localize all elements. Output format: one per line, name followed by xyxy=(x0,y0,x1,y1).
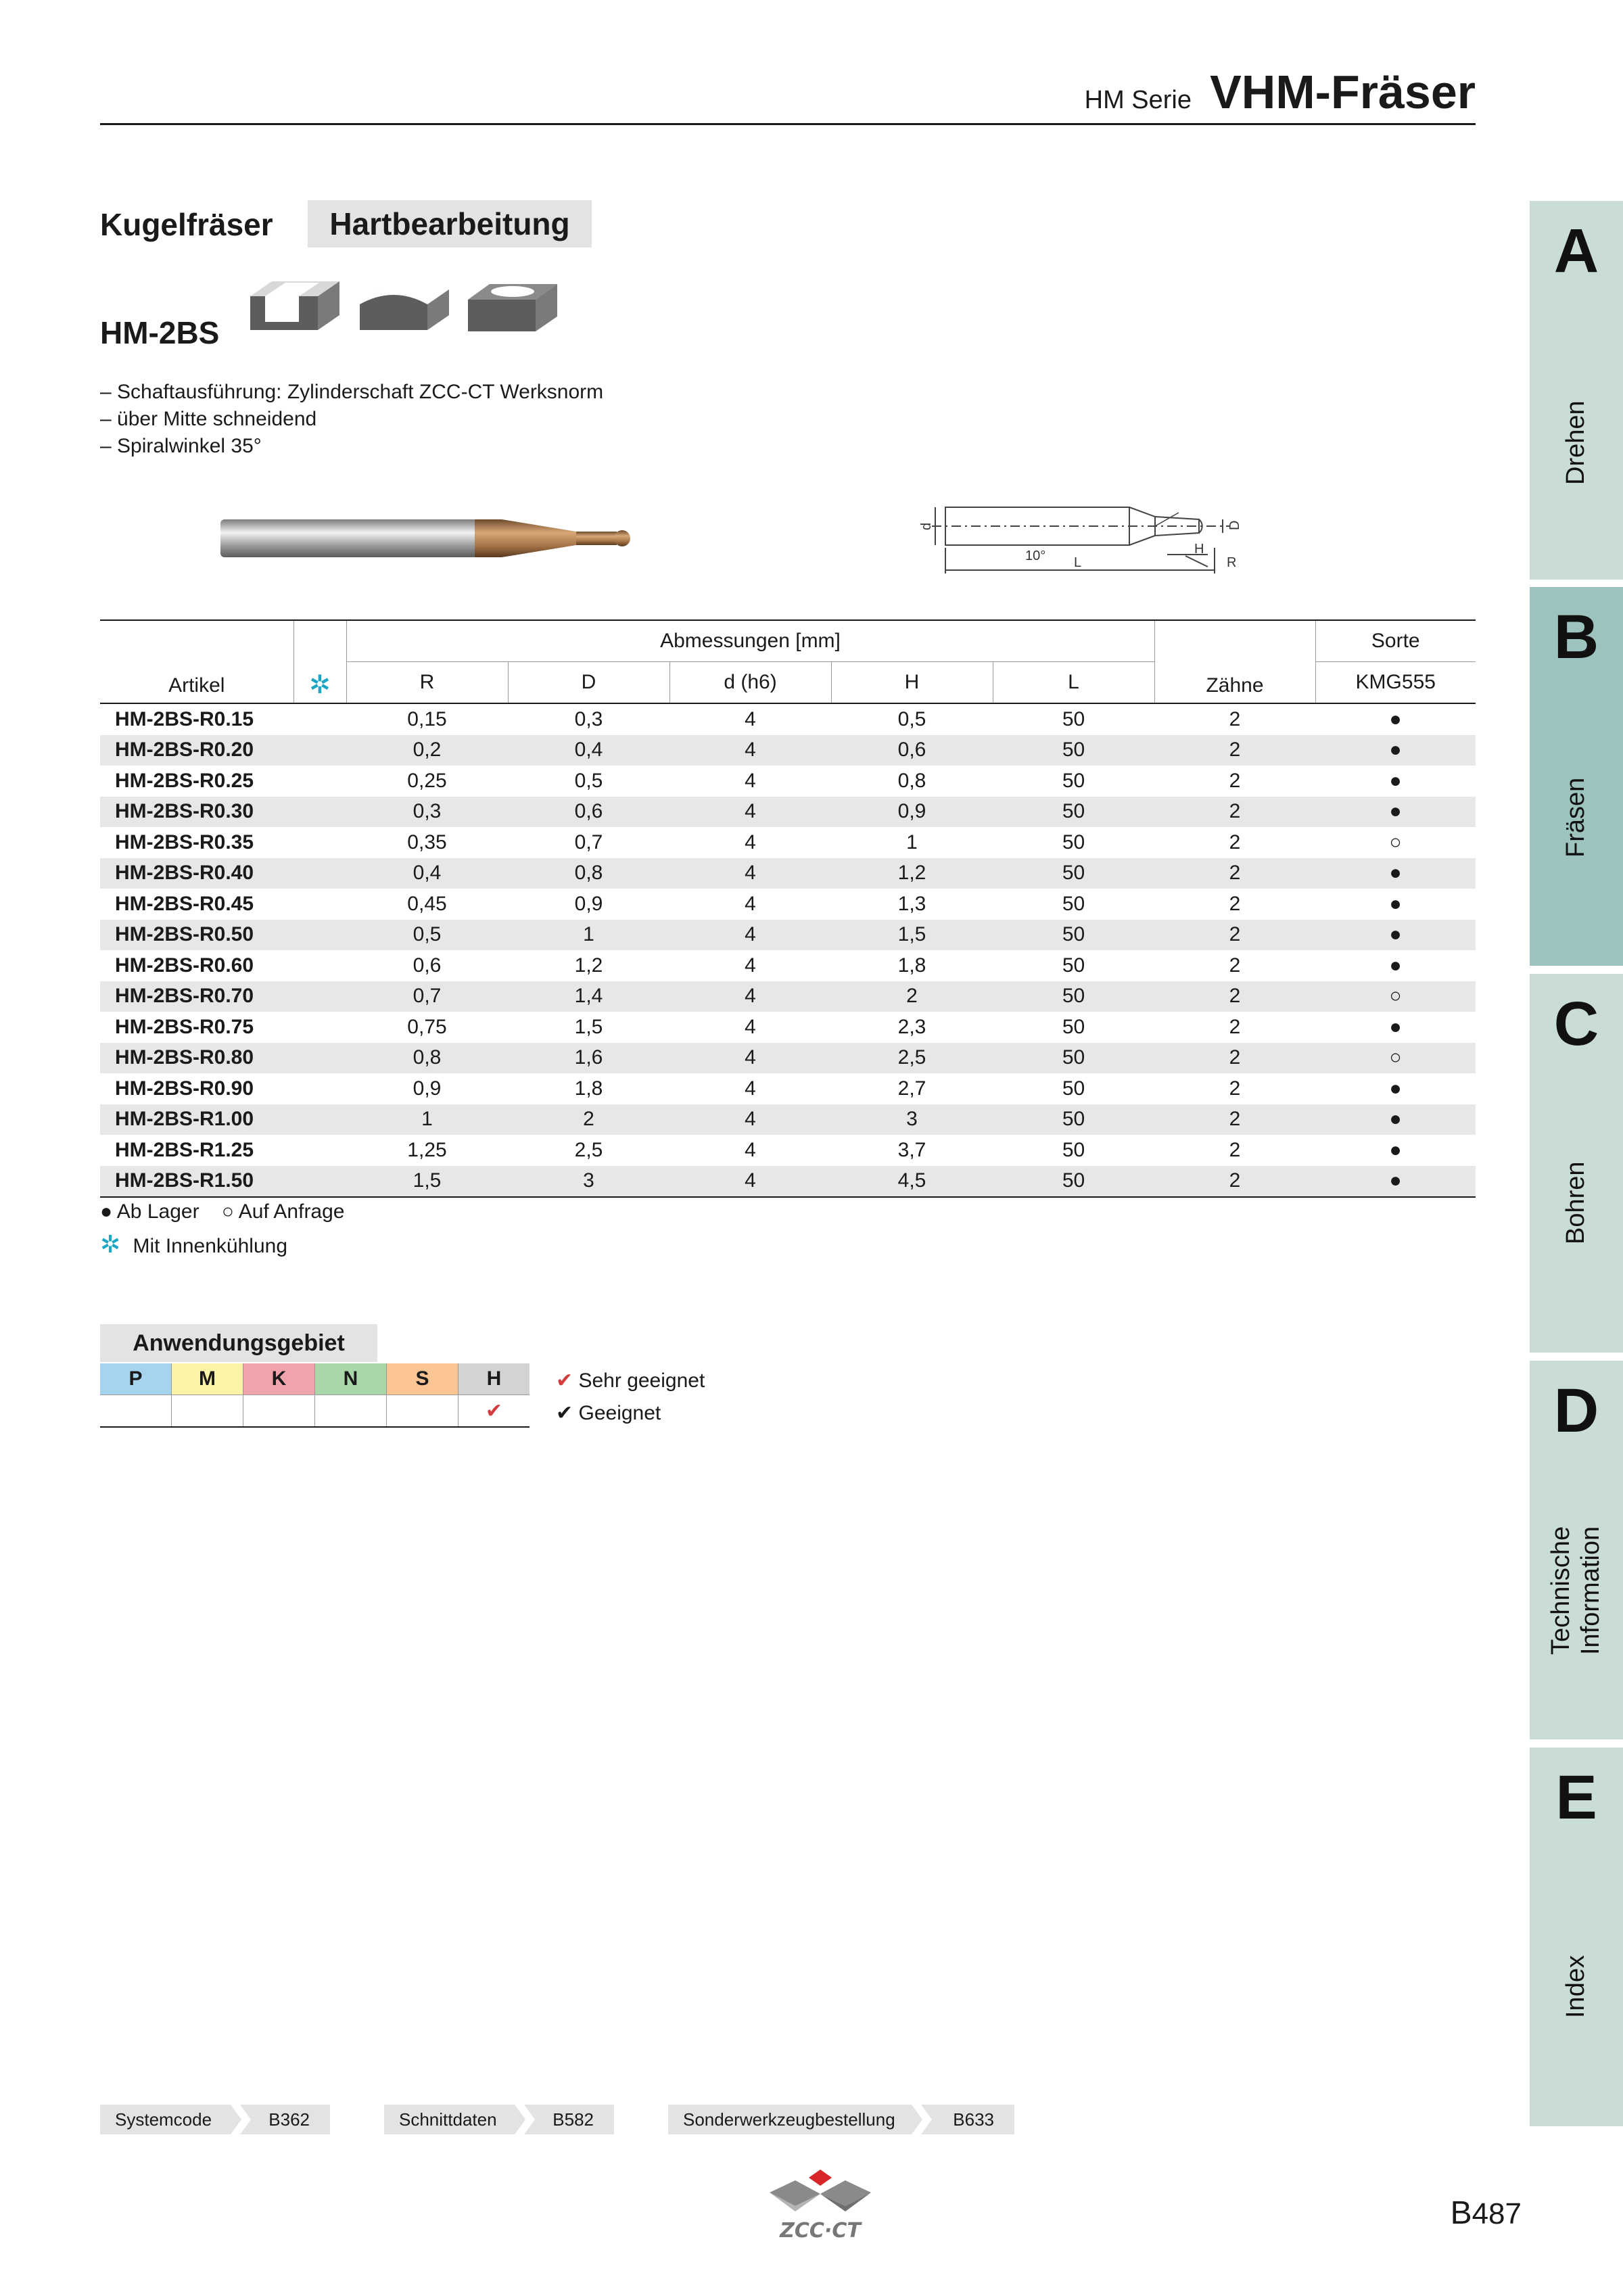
cell-zaehne: 2 xyxy=(1229,1015,1241,1038)
cell-l: 50 xyxy=(1062,707,1085,730)
cell-zaehne: 2 xyxy=(1229,892,1241,915)
tab-drehen[interactable] xyxy=(1530,201,1623,580)
cell-d-h6: 4 xyxy=(669,1104,831,1135)
cell-availability: ○ xyxy=(1315,1043,1476,1074)
cell-d-big: 2,5 xyxy=(574,1138,603,1161)
cell-l: 50 xyxy=(1062,892,1085,915)
feature-list xyxy=(100,379,603,460)
cell-h: 1,3 xyxy=(897,892,926,915)
col-header-h: H xyxy=(831,662,993,704)
cell-l: 50 xyxy=(1062,1077,1085,1100)
tab-label: Drehen xyxy=(1561,400,1590,485)
material-n: N xyxy=(315,1363,387,1395)
drawing-d-label: d xyxy=(919,522,934,530)
ref-page: B362 xyxy=(268,2109,310,2130)
cell-zaehne: 2 xyxy=(1154,735,1315,766)
cell-zaehne: 2 xyxy=(1154,920,1315,951)
tab-label: Bohren xyxy=(1561,1161,1590,1244)
cell-r: 0,9 xyxy=(413,1077,442,1100)
cell-r: 0,75 xyxy=(407,1015,447,1038)
cell-d-h6: 4 xyxy=(745,1077,756,1100)
cell-d-h6: 4 xyxy=(745,1138,756,1161)
cell-h: 3 xyxy=(831,1104,993,1135)
cell-l: 50 xyxy=(1062,1138,1085,1161)
table-row xyxy=(100,1012,1476,1043)
cell-d-h6: 4 xyxy=(669,1043,831,1074)
ref-label: Sonderwerkzeugbestellung xyxy=(683,2109,895,2130)
cell-coolant xyxy=(293,1012,346,1043)
cell-r: 1,25 xyxy=(407,1138,447,1161)
cell-l: 50 xyxy=(993,920,1154,951)
tab-technische-information[interactable] xyxy=(1530,1361,1623,1739)
table-legend xyxy=(100,1196,345,1263)
table-row xyxy=(100,920,1476,951)
tab-letter: A xyxy=(1553,216,1599,285)
cell-coolant xyxy=(293,1104,346,1135)
cell-d-big: 0,8 xyxy=(508,858,669,889)
page-num: 487 xyxy=(1472,2197,1522,2230)
cell-zaehne: 2 xyxy=(1154,981,1315,1012)
cell-artikel: HM-2BS-R0.30 xyxy=(100,797,293,828)
cell-zaehne: 2 xyxy=(1154,858,1315,889)
cell-h: 2,3 xyxy=(897,1015,926,1038)
cell-coolant xyxy=(293,1166,346,1198)
cell-artikel: HM-2BS-R1.00 xyxy=(100,1104,293,1135)
cell-zaehne: 2 xyxy=(1229,830,1241,853)
cell-r: 0,2 xyxy=(346,735,508,766)
cell-coolant xyxy=(293,797,346,828)
cell-zaehne: 2 xyxy=(1229,954,1241,977)
cell-h: 3,7 xyxy=(897,1138,926,1161)
cell-d-big: 0,7 xyxy=(574,830,603,853)
tab-bohren[interactable] xyxy=(1530,974,1623,1353)
cell-h: 1 xyxy=(906,830,918,853)
cell-r: 0,15 xyxy=(407,707,447,730)
drawing-D-label: D xyxy=(1227,520,1242,530)
cell-d-h6: 4 xyxy=(745,830,756,853)
cell-h: 2 xyxy=(831,981,993,1012)
col-header-l: L xyxy=(993,662,1154,704)
article-table xyxy=(100,619,1476,1198)
cell-availability: ● xyxy=(1389,892,1402,915)
material-p: P xyxy=(100,1363,172,1395)
material-s: S xyxy=(387,1363,458,1395)
tab-label: Index xyxy=(1561,1955,1590,2018)
cell-h: 0,9 xyxy=(831,797,993,828)
cell-r: 0,35 xyxy=(407,830,447,853)
coolant-icon: ✲ xyxy=(100,1230,121,1258)
cell-coolant xyxy=(293,1073,346,1104)
cell-l: 50 xyxy=(1062,1015,1085,1038)
cell-zaehne: 2 xyxy=(1154,1104,1315,1135)
cell-r: 0,4 xyxy=(346,858,508,889)
cell-artikel: HM-2BS-R0.80 xyxy=(100,1043,293,1074)
cell-artikel: HM-2BS-R1.25 xyxy=(115,1138,254,1161)
tab-letter: C xyxy=(1553,989,1599,1058)
table-row xyxy=(100,1135,1476,1166)
table-row xyxy=(100,1043,1476,1074)
drawing-H-label: H xyxy=(1194,542,1204,557)
cell-h: 2,7 xyxy=(897,1077,926,1100)
cell-d-big: 1,2 xyxy=(574,954,603,977)
cell-coolant xyxy=(293,827,346,858)
cell-artikel: HM-2BS-R0.50 xyxy=(100,920,293,951)
cell-artikel: HM-2BS-R0.20 xyxy=(100,735,293,766)
material-m-mark xyxy=(172,1395,243,1428)
cell-availability: ● xyxy=(1315,735,1476,766)
cell-l: 50 xyxy=(993,797,1154,828)
cell-l: 50 xyxy=(1062,954,1085,977)
legend-request: ○ Auf Anfrage xyxy=(221,1200,345,1223)
tab-letter: E xyxy=(1555,1763,1597,1832)
cell-d-big: 0,4 xyxy=(508,735,669,766)
cell-artikel: HM-2BS-R0.90 xyxy=(115,1077,254,1100)
ref-schnittdaten[interactable] xyxy=(384,2105,614,2134)
ref-label: Systemcode xyxy=(115,2109,212,2130)
table-row xyxy=(100,981,1476,1012)
table-row xyxy=(100,703,1476,735)
legend-suitable: Geeignet xyxy=(578,1402,661,1424)
drawing-R-label: R xyxy=(1227,555,1237,570)
chevron-right-icon xyxy=(225,2105,252,2134)
table-row xyxy=(100,797,1476,828)
material-k-mark xyxy=(243,1395,315,1428)
cell-d-big: 0,6 xyxy=(508,797,669,828)
cell-r: 0,8 xyxy=(346,1043,508,1074)
cell-d-big: 0,5 xyxy=(574,769,603,792)
tab-letter: D xyxy=(1553,1376,1599,1445)
cell-coolant xyxy=(293,920,346,951)
cell-availability: ● xyxy=(1389,769,1402,792)
material-n-mark xyxy=(315,1395,387,1428)
workpiece-shapes-icon xyxy=(245,269,569,344)
cell-zaehne: 2 xyxy=(1154,1043,1315,1074)
cell-zaehne: 2 xyxy=(1154,797,1315,828)
slot-shape-icon xyxy=(250,281,339,330)
col-header-sorte: Sorte xyxy=(1315,620,1476,662)
cell-h: 0,5 xyxy=(897,707,926,730)
feature-item: – über Mitte schneidend xyxy=(100,408,317,430)
cell-l: 50 xyxy=(1062,769,1085,792)
tab-letter: B xyxy=(1553,603,1599,672)
cell-artikel: HM-2BS-R0.60 xyxy=(115,954,254,977)
check-icon: ✔ xyxy=(556,1402,573,1424)
cell-h: 0,6 xyxy=(831,735,993,766)
page-number xyxy=(1451,2195,1522,2232)
cell-r: 0,6 xyxy=(413,954,442,977)
ref-page: B633 xyxy=(953,2109,994,2130)
table-row xyxy=(100,858,1476,889)
col-header-coolant xyxy=(293,620,346,703)
cell-coolant xyxy=(293,735,346,766)
chevron-right-icon xyxy=(509,2105,536,2134)
cell-d-big: 1 xyxy=(508,920,669,951)
cell-r: 1,5 xyxy=(346,1166,508,1198)
ref-sonderwerkzeug[interactable] xyxy=(668,2105,1014,2134)
col-header-zaehne: Zähne xyxy=(1154,620,1315,703)
material-p-mark xyxy=(100,1395,172,1428)
cell-d-big: 1,5 xyxy=(574,1015,603,1038)
cell-availability: ○ xyxy=(1315,981,1476,1012)
application-legend xyxy=(556,1365,705,1430)
cell-d-h6: 4 xyxy=(745,707,756,730)
application-title: Anwendungsgebiet xyxy=(100,1324,377,1362)
page-title: VHM-Fräser xyxy=(1210,66,1476,118)
table-row xyxy=(100,766,1476,797)
cell-l: 50 xyxy=(993,858,1154,889)
profile-shape-icon xyxy=(360,280,449,330)
material-k: K xyxy=(243,1363,315,1395)
product-category: Kugelfräser xyxy=(100,207,273,242)
cell-coolant xyxy=(293,703,346,735)
table-row xyxy=(100,1166,1476,1198)
pocket-shape-icon xyxy=(468,284,557,331)
technical-drawing xyxy=(912,492,1263,580)
cell-d-h6: 4 xyxy=(745,769,756,792)
page-header xyxy=(100,62,1476,125)
cell-d-h6: 4 xyxy=(669,797,831,828)
cell-l: 50 xyxy=(993,1104,1154,1135)
cell-l: 50 xyxy=(993,1166,1154,1198)
cell-availability: ● xyxy=(1315,1166,1476,1198)
tab-label: Technische Information xyxy=(1547,1526,1605,1655)
logo-text: ZCC·CT xyxy=(780,2219,861,2243)
cell-zaehne: 2 xyxy=(1229,1138,1241,1161)
cell-d-big: 2 xyxy=(508,1104,669,1135)
cell-artikel: HM-2BS-R0.35 xyxy=(115,830,254,853)
cell-d-h6: 4 xyxy=(745,954,756,977)
cell-l: 50 xyxy=(1062,830,1085,853)
cell-artikel: HM-2BS-R0.25 xyxy=(115,769,254,792)
tab-fraesen[interactable] xyxy=(1530,587,1623,966)
series-label: HM Serie xyxy=(1084,86,1192,114)
cell-d-h6: 4 xyxy=(669,735,831,766)
cell-d-big: 0,9 xyxy=(574,892,603,915)
drawing-L-label: L xyxy=(1074,555,1082,570)
table-row xyxy=(100,950,1476,981)
cell-r: 0,25 xyxy=(407,769,447,792)
cell-availability: ● xyxy=(1315,797,1476,828)
cell-d-h6: 4 xyxy=(669,1166,831,1198)
col-header-artikel: Artikel xyxy=(100,620,293,703)
cell-h: 1,8 xyxy=(897,954,926,977)
cell-r: 1 xyxy=(346,1104,508,1135)
cell-availability: ● xyxy=(1315,858,1476,889)
cell-d-big: 1,6 xyxy=(508,1043,669,1074)
feature-item: – Spiralwinkel 35° xyxy=(100,435,262,457)
ref-label: Schnittdaten xyxy=(399,2109,497,2130)
application-table xyxy=(100,1363,530,1428)
cell-r: 0,7 xyxy=(346,981,508,1012)
material-h-mark: ✔ xyxy=(458,1395,530,1428)
cell-l: 50 xyxy=(993,735,1154,766)
cell-artikel: HM-2BS-R1.50 xyxy=(100,1166,293,1198)
ref-page: B582 xyxy=(552,2109,594,2130)
table-row xyxy=(100,735,1476,766)
product-model: HM-2BS xyxy=(100,315,220,350)
legend-coolant: Mit Innenkühlung xyxy=(133,1235,288,1257)
cell-h: 1,2 xyxy=(831,858,993,889)
cell-l: 50 xyxy=(993,1043,1154,1074)
ref-systemcode[interactable] xyxy=(100,2105,330,2134)
table-row xyxy=(100,889,1476,920)
cell-r: 0,3 xyxy=(346,797,508,828)
cell-availability: ● xyxy=(1389,954,1402,977)
chevron-right-icon xyxy=(906,2105,933,2134)
cell-coolant xyxy=(293,1043,346,1074)
material-s-mark xyxy=(387,1395,458,1428)
legend-stock: ● Ab Lager xyxy=(100,1200,199,1223)
cell-availability: ● xyxy=(1389,1138,1402,1161)
cell-artikel: HM-2BS-R0.75 xyxy=(115,1015,254,1038)
cell-r: 0,5 xyxy=(346,920,508,951)
cell-zaehne: 2 xyxy=(1229,1077,1241,1100)
page-section: B xyxy=(1450,2195,1472,2231)
material-m: M xyxy=(172,1363,243,1395)
cell-d-big: 1,8 xyxy=(574,1077,603,1100)
cell-availability: ● xyxy=(1389,1077,1402,1100)
table-row xyxy=(100,1073,1476,1104)
cell-d-big: 1,4 xyxy=(508,981,669,1012)
col-header-d-h6: d (h6) xyxy=(669,662,831,704)
tab-label: Fräsen xyxy=(1561,777,1590,858)
cell-artikel: HM-2BS-R0.15 xyxy=(115,707,254,730)
cell-d-h6: 4 xyxy=(745,1015,756,1038)
cell-coolant xyxy=(293,950,346,981)
drawing-angle-label: 10° xyxy=(1025,548,1046,563)
tab-index[interactable] xyxy=(1530,1748,1623,2126)
check-red-icon: ✔ xyxy=(556,1369,573,1392)
cell-availability: ● xyxy=(1389,1015,1402,1038)
cell-zaehne: 2 xyxy=(1154,1166,1315,1198)
cell-availability: ○ xyxy=(1389,830,1402,853)
cell-artikel: HM-2BS-R0.70 xyxy=(100,981,293,1012)
cell-h: 4,5 xyxy=(831,1166,993,1198)
cell-availability: ● xyxy=(1315,1104,1476,1135)
cell-coolant xyxy=(293,1135,346,1166)
col-header-d-big: D xyxy=(508,662,669,704)
zcc-ct-logo xyxy=(763,2164,878,2245)
cell-artikel: HM-2BS-R0.40 xyxy=(100,858,293,889)
cell-coolant xyxy=(293,981,346,1012)
cell-h: 0,8 xyxy=(897,769,926,792)
cell-coolant xyxy=(293,858,346,889)
coolant-icon: ✲ xyxy=(309,671,331,699)
cell-l: 50 xyxy=(993,981,1154,1012)
cell-h: 1,5 xyxy=(831,920,993,951)
legend-very-suitable: Sehr geeignet xyxy=(578,1369,705,1392)
cell-h: 2,5 xyxy=(831,1043,993,1074)
cell-r: 0,45 xyxy=(407,892,447,915)
application-badge: Hartbearbeitung xyxy=(308,200,592,248)
cell-d-h6: 4 xyxy=(669,858,831,889)
col-header-abmessungen: Abmessungen [mm] xyxy=(346,620,1154,662)
cell-d-h6: 4 xyxy=(669,981,831,1012)
cell-coolant xyxy=(293,889,346,920)
col-header-r: R xyxy=(346,662,508,704)
table-row xyxy=(100,1104,1476,1135)
cell-d-big: 0,3 xyxy=(574,707,603,730)
cell-availability: ● xyxy=(1315,920,1476,951)
cell-availability: ● xyxy=(1389,707,1402,730)
cell-zaehne: 2 xyxy=(1229,769,1241,792)
cell-d-h6: 4 xyxy=(669,920,831,951)
cell-artikel: HM-2BS-R0.45 xyxy=(115,892,254,915)
cell-d-h6: 4 xyxy=(745,892,756,915)
ball-end-mill-image xyxy=(218,506,644,567)
cell-coolant xyxy=(293,766,346,797)
cell-d-big: 3 xyxy=(508,1166,669,1198)
feature-item: – Schaftausführung: Zylinderschaft ZCC-CT Werksnorm xyxy=(100,381,604,403)
table-row xyxy=(100,827,1476,858)
cell-zaehne: 2 xyxy=(1229,707,1241,730)
material-h: H xyxy=(458,1363,530,1395)
col-header-grade: KMG555 xyxy=(1315,662,1476,704)
